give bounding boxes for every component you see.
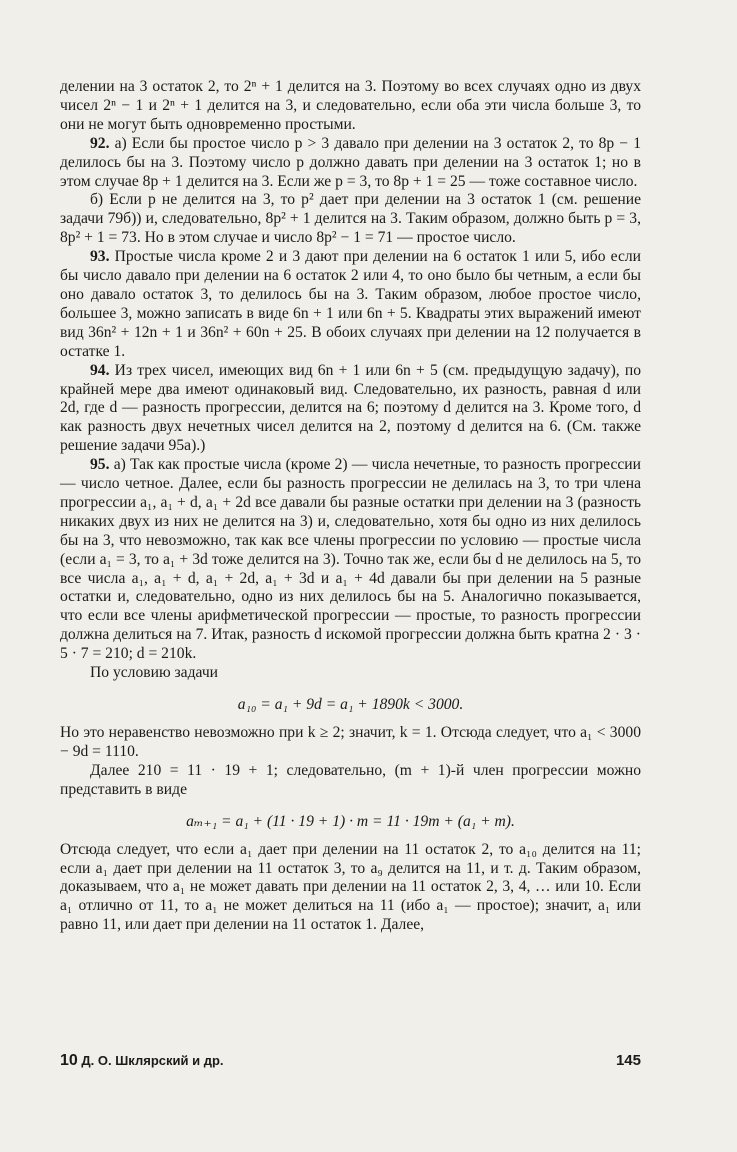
signature-number: 10: [60, 1052, 78, 1069]
paragraph-final: Отсюда следует, что если a₁ дает при делении на 11 остаток 2, то a₁₀ делится на 11; если a₁ дает при делении на 11 остаток 3, то a₉ делится на 11, и т. д. Таким образом, доказываем, что a₁ не может давать при делении на 11 остаток 2, 3, 4, … или 10. Если a₁ отлично от 11, то a₁ не может делиться на 11 (ибо a₁ — простое); значит, a₁ или равно 11, или дает при делении на 11 остаток 1. Далее,: [60, 840, 641, 934]
signature-mark: [60, 1052, 224, 1070]
problem-number-93: 93.: [90, 248, 110, 266]
paragraph-93: [60, 248, 641, 361]
paragraph-94: [60, 362, 641, 457]
paragraph-95a: [60, 456, 641, 664]
formula-a10: a₁₀ = a₁ + 9d = a₁ + 1890k < 3000.: [237, 696, 464, 713]
problem-number-94: 94.: [90, 361, 110, 379]
paragraph-95a-text: а) Так как простые числа (кроме 2) — числа нечетные, то разность прогрессии — число четное. Далее, если бы разность прогрессии не делилась на 3, то три члена прогрессии a₁, a₁ + d, a₁ + 2d все давали бы разные остатки при делении на 3 (разность никаких двух из них не делится на 3) и, следовательно, хотя бы одно из них делилось бы на 3, что невозможно, так как все члены прогрессии по условию — простые числа (если a₁ = 3, то a₁ + 3d тоже делится на 3). Точно так же, если бы d не делилось на 5, то все числа a₁, a₁ + d, a₁ + 2d, a₁ + 3d и a₁ + 4d давали бы при делении на 5 разные остатки и, следовательно, одно из них делилось бы на 5. Аналогично показывается, что если все члены арифметической прогрессии — простые, то разность прогрессии должна делиться на 7. Итак, разность d искомой прогрессии должна быть кратна 2 · 3 · 5 · 7 = 210; d = 210k.: [60, 456, 641, 663]
problem-number-92: 92.: [90, 134, 110, 152]
paragraph-inequality: Но это неравенство невозможно при k ≥ 2; значит, k = 1. Отсюда следует, что a₁ < 3000 − 9d = 1110.: [60, 724, 641, 760]
paragraph-top: делении на 3 остаток 2, то 2ⁿ + 1 делится на 3. Поэтому во всех случаях одно из двух чисел 2ⁿ − 1 и 2ⁿ + 1 делится на 3, и следовательно, если оба эти числа больше 3, то они не могут быть одновременно простыми.: [60, 78, 641, 133]
paragraph-92b: б) Если p не делится на 3, то p² дает при делении на 3 остаток 1 (см. решение задачи 79б)) и, следовательно, 8p² + 1 делится на 3. Таким образом, должно быть p = 3, 8p² + 1 = 73. Но в этом случае и число 8p² − 1 = 71 — простое число.: [60, 191, 641, 247]
page-footer: [60, 1052, 641, 1070]
paragraph-next: Далее 210 = 11 · 19 + 1; следовательно, (m + 1)-й член прогрессии можно представить в виде: [60, 761, 641, 798]
paragraph-condition: По условию задачи: [90, 664, 219, 682]
signature-text: Д. О. Шклярский и др.: [81, 1053, 224, 1068]
paragraph-93-text: Простые числа кроме 2 и 3 дают при делении на 6 остаток 1 или 5, ибо если бы число давало при делении на 6 остаток 2 или 4, то оно было бы четным, а если бы оно давало остаток 3, то делилось бы на 3. Таким образом, любое простое число, большее 3, можно записать в виде 6n + 1 или 6n + 5. Квадраты этих выражений имеют вид 36n² + 12n + 1 и 36n² + 60n + 25. В обоих случаях при делении на 12 получается в остатке 1.: [60, 248, 641, 360]
page-number: 145: [615, 1052, 641, 1069]
paragraph-92a: [60, 135, 641, 192]
paragraph-92a-text: а) Если бы простое число p > 3 давало при делении на 3 остаток 2, то 8p − 1 делилось бы на 3. Поэтому число p должно давать при делении на 3 остаток 1; но в этом случае 8p + 1 делится на 3. Если же p = 3, то 8p + 1 = 25 — тоже составное число.: [60, 134, 641, 190]
paragraph-94-text: Из трех чисел, имеющих вид 6n + 1 или 6n + 5 (см. предыдущую задачу), по крайней мере два имеют одинаковый вид. Следовательно, их разность, равная d или 2d, где d — разность прогрессии, делится на 6; поэтому d делится на 3. Кроме того, d как разность двух нечетных чисел делится на 2, поэтому d делится на 6. (См. также решение задачи 95а).): [60, 361, 641, 455]
formula-am1: aₘ₊₁ = a₁ + (11 · 19 + 1) · m = 11 · 19m + (a₁ + m).: [186, 812, 515, 830]
problem-number-95: 95.: [90, 456, 110, 474]
